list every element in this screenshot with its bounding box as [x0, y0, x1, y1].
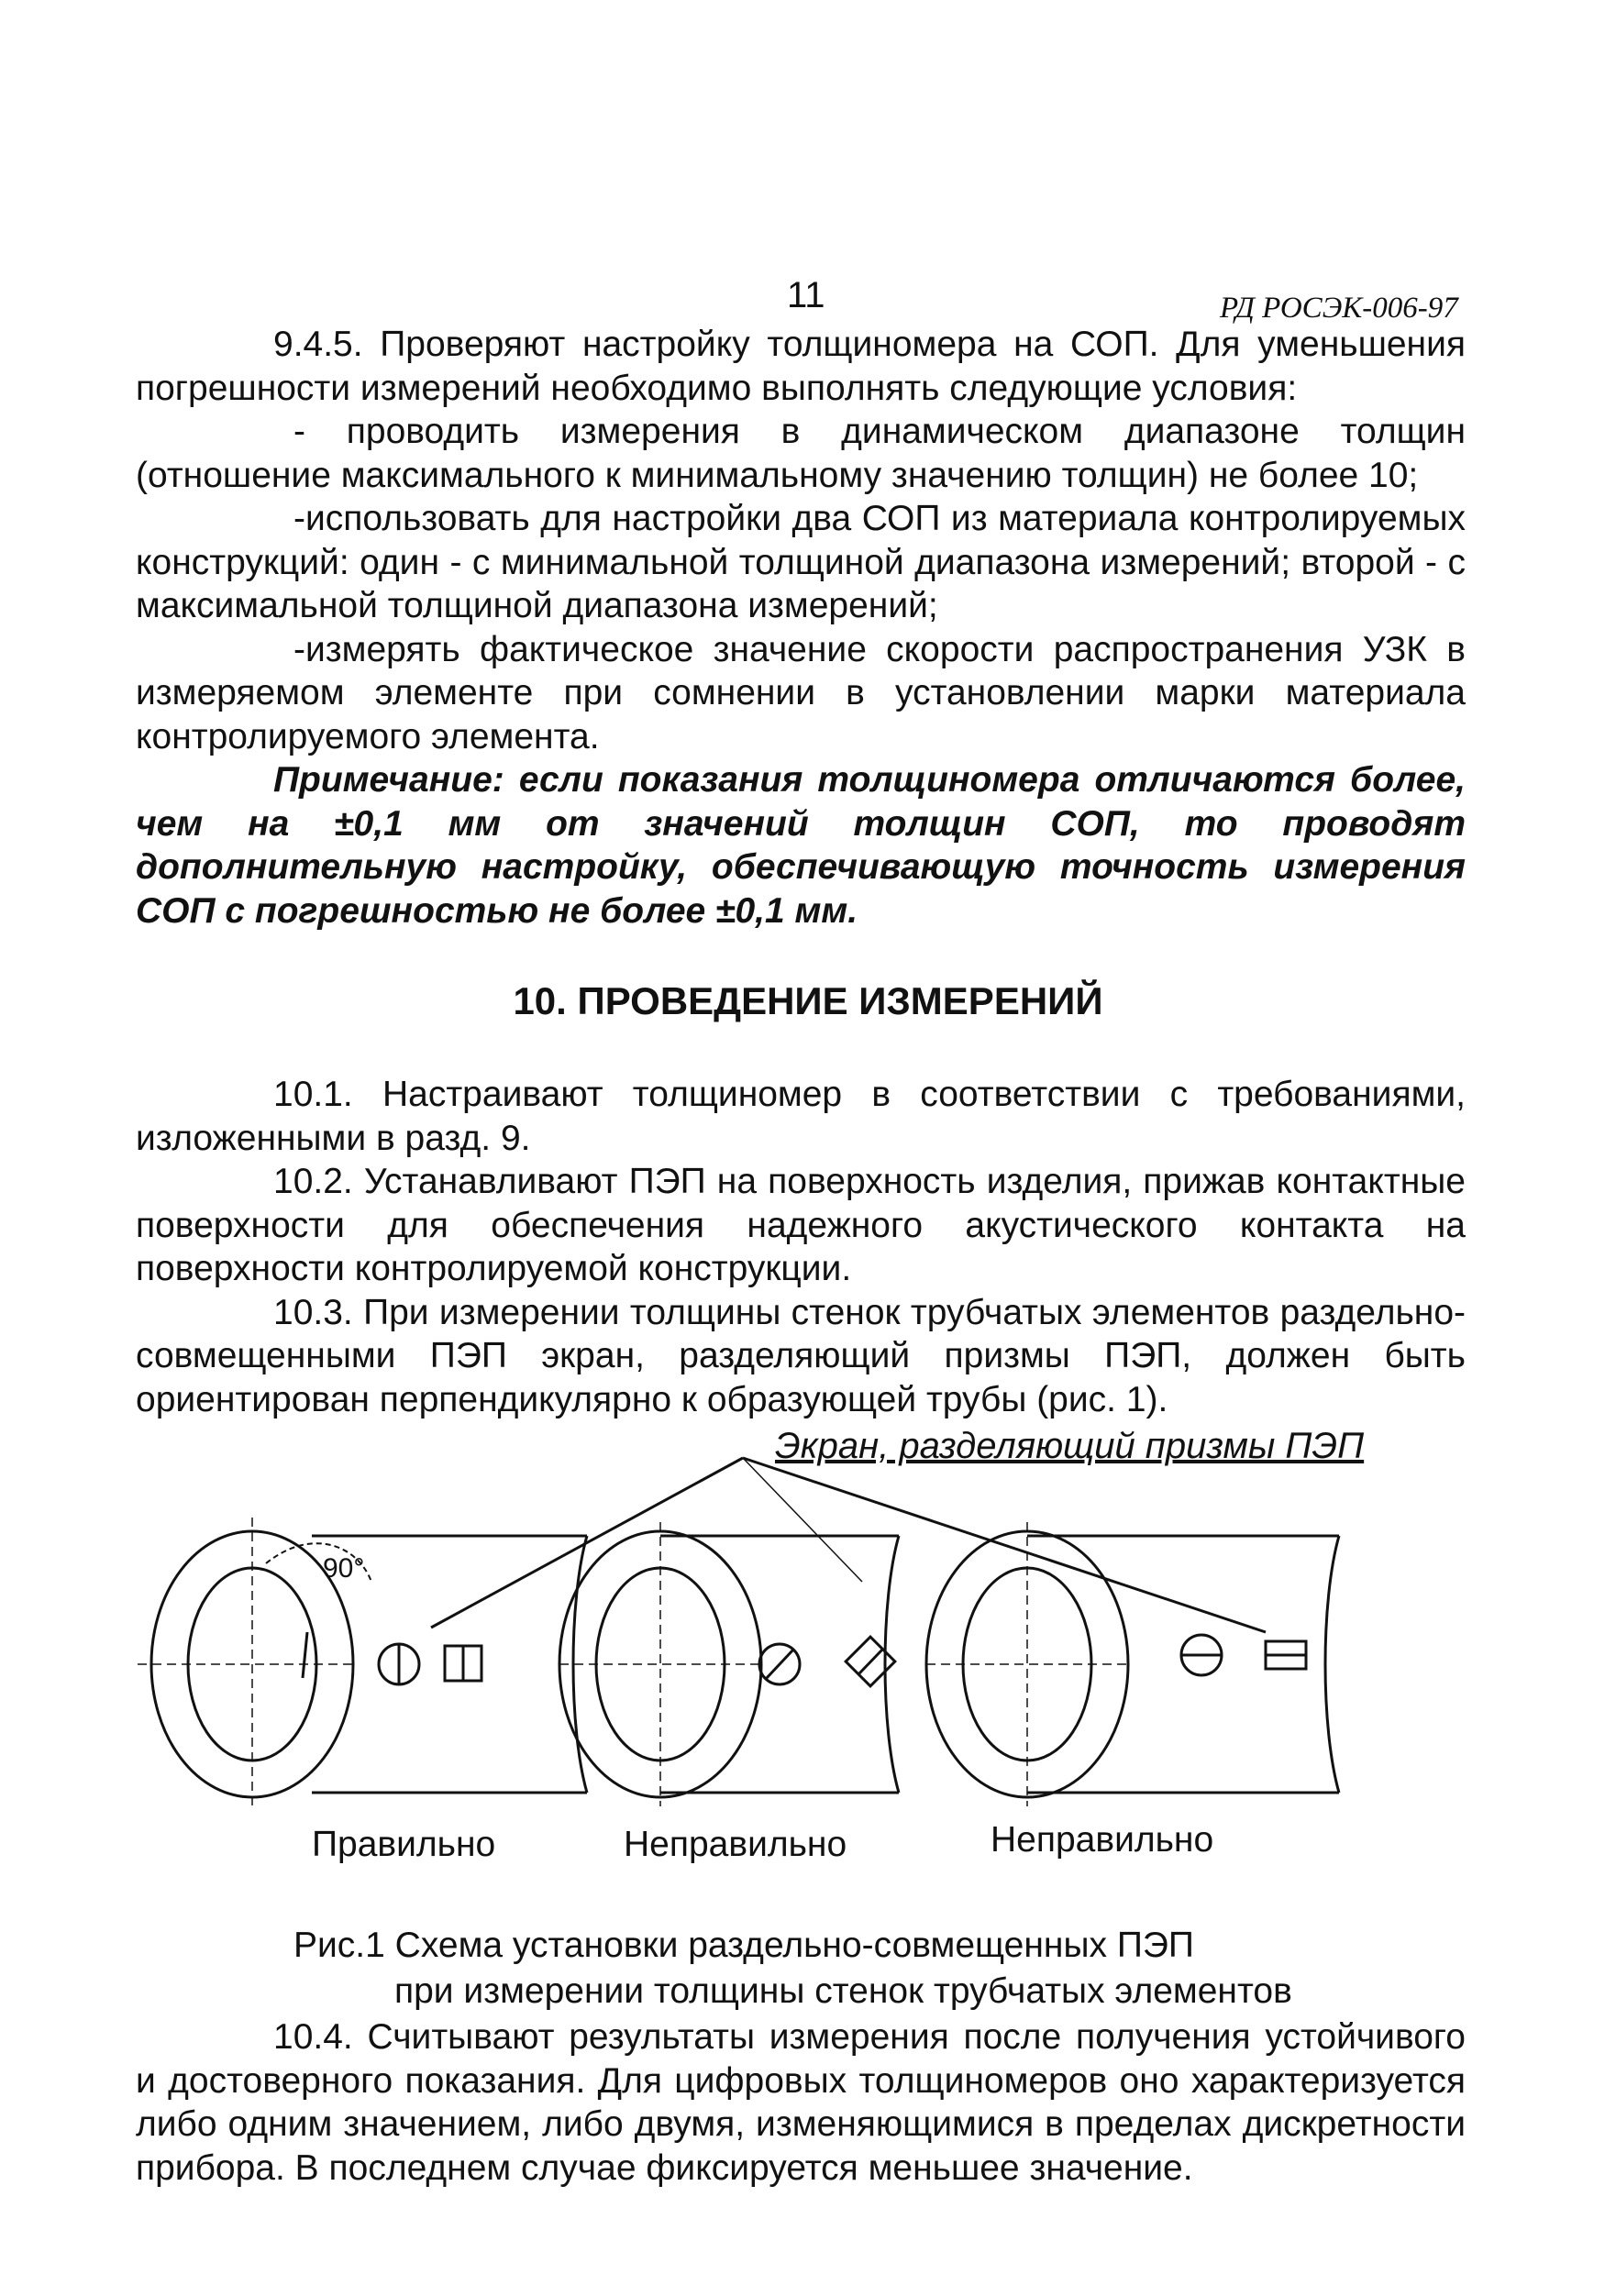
condition-item-1: - проводить измерения в динамическом диапазоне толщин (отношение максимального к минимальному значению толщин) не более 10;	[136, 412, 1466, 495]
document-code: РД РОСЭК-006-97	[1220, 292, 1458, 325]
page-number: 11	[787, 275, 825, 315]
label-incorrect-2: Неправильно	[991, 1820, 1214, 1860]
section-10-title: 10. ПРОВЕДЕНИЕ ИЗМЕРЕНИЙ	[513, 979, 1103, 1022]
section-9-text	[136, 323, 1466, 933]
paragraph-10-4: 10.4. Считывают результаты измерения после получения устойчивого и достоверного показания. Для цифровых толщиномеров оно характеризуется либо одним значением, либо двумя, изменяющимися в пределах дискретности прибора. В последнем случае фиксируется меньшее значение.	[136, 2017, 1466, 2188]
label-correct: Правильно	[312, 1825, 496, 1864]
angle-label: 90°	[323, 1553, 365, 1584]
pipe-figure	[128, 1435, 1449, 1820]
leader-line	[743, 1458, 1266, 1632]
pipe-wrong-2	[926, 1522, 1339, 1806]
pipe-wrong-1	[559, 1522, 899, 1806]
label-incorrect-1: Неправильно	[624, 1825, 847, 1864]
screen-label: Экран, разделяющий призмы ПЭП	[775, 1426, 1365, 1466]
note-paragraph: Примечание: если показания толщиномера отличаются более, чем на ±0,1 мм от значений толщин СОП, то проводят дополнительную настройку, обеспечивающую точность измерения СОП с погрешностью не более ±0,1 мм.	[136, 760, 1466, 931]
paragraph-9-4-5: 9.4.5. Проверяют настройку толщиномера на СОП. Для уменьшения погрешности измерений необходимо выполнять следующие условия:	[136, 325, 1466, 408]
paragraph-10-4-block	[136, 2015, 1466, 2190]
paragraph-10-3: 10.3. При измерении толщины стенок трубчатых элементов раздельно-совмещенными ПЭП экран, разделяющий призмы ПЭП, должен быть ориентирован перпендикулярно к образующей трубы (рис. 1).	[136, 1292, 1466, 1419]
figure-caption-line-2: при измерении толщины стенок трубчатых элементов	[394, 1971, 1292, 2011]
page-header	[0, 275, 1616, 330]
condition-item-3: -измерять фактическое значение скорости распространения УЗК в измеряемом элементе при сомнении в установлении марки материала контролируемого элемента.	[136, 629, 1466, 756]
paragraph-10-2: 10.2. Устанавливают ПЭП на поверхность изделия, прижав контактные поверхности для обеспечения надежного акустического контакта на поверхности контролируемой конструкции.	[136, 1162, 1466, 1288]
section-10-text	[136, 1073, 1466, 1421]
paragraph-10-1: 10.1. Настраивают толщиномер в соответствии с требованиями, изложенными в разд. 9.	[136, 1075, 1466, 1158]
condition-item-2: -использовать для настройки два СОП из материала контролируемых конструкций: один - с минимальной толщиной диапазона измерений; второй - с максимальной толщиной диапазона измерений;	[136, 499, 1466, 625]
leader-line	[431, 1458, 743, 1628]
figure-caption-line-1: Рис.1 Схема установки раздельно-совмещенных ПЭП	[293, 1926, 1194, 1965]
